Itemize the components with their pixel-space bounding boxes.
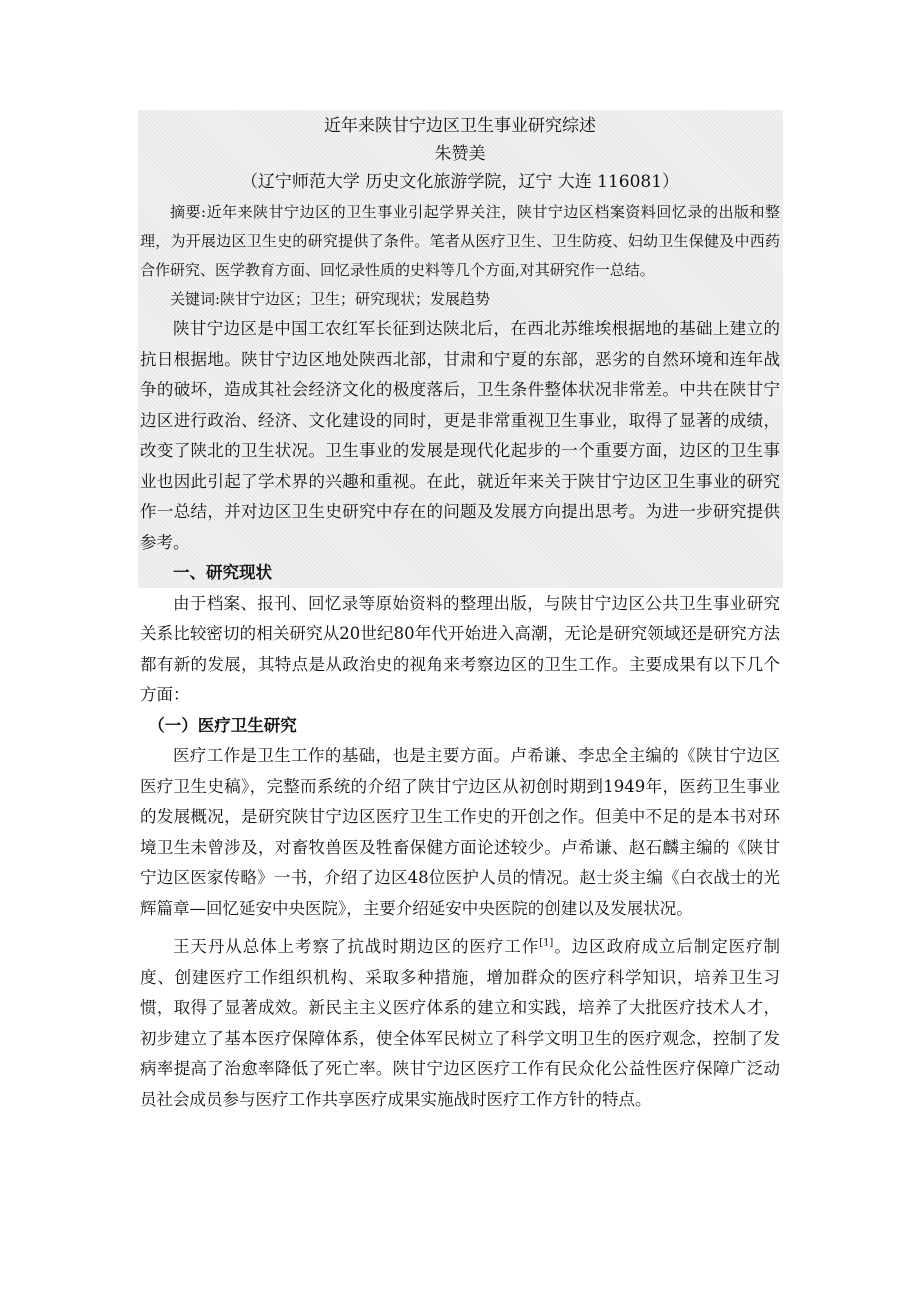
intro-paragraph: 陕甘宁边区是中国工农红军长征到达陕北后，在西北苏维埃根据地的基础上建立的抗日根据地。陕甘宁边区地处陕西北部，甘肃和宁夏的东部，恶劣的自然环境和连年战争的破坏，造成其社会经济文化的极度落后，卫生条件整体状况非常差。中共在陕甘宁边区进行政治、经济、文化建设的同时，更是非常重视卫生事业，取得了显著的成绩，改变了陕北的卫生状况。卫生事业的发展是现代化起步的一个重要方面，边区的卫生事业也因此引起了学术界的兴趣和重视。在此，就近年来关于陕甘宁边区卫生事业的研究作一总结，并对边区卫生史研究中存在的问题及发展方向提出思考。为进一步研究提供参考。	[140, 319, 780, 552]
author-affiliation: （辽宁师范大学 历史文化旅游学院，辽宁 大连 116081）	[240, 172, 680, 192]
paragraph-text: 。边区政府成立后制定医疗制度、创建医疗工作组织机构、采取多种措施，增加群众的医疗科学知识，培养卫生习惯，取得了显著成效。新民主主义医疗体系的建立和实践，培养了大批医疗技术人才，初步建立了基本医疗保障体系，使全体军民树立了科学文明卫生的医疗观念，控制了发病率提高了治愈率降低了死亡率。陕甘宁边区医疗工作有民众化公益性医疗保障广泛动员社会成员参与医疗工作共享医疗成果实施战时医疗工作方针的特点。	[140, 937, 781, 1109]
abstract: 摘要:近年来陕甘宁边区的卫生事业引起学界关注，陕甘宁边区档案资料回忆录的出版和整理，为开展边区卫生史的研究提供了条件。笔者从医疗卫生、卫生防疫、妇幼卫生保健及中西药合作研究、医学教育方面、回忆录性质的史料等几个方面,对其研究作一总结。	[140, 203, 780, 279]
author-name: 朱赞美	[434, 144, 486, 164]
medical-paragraph-1: 医疗工作是卫生工作的基础，也是主要方面。卢希谦、李忠全主编的《陕甘宁边区医疗卫生史稿》，完整而系统的介绍了陕甘宁边区从初创时期到1949年，医药卫生事业的发展概况，是研究陕甘宁边区医疗卫生工作史的开创之作。但美中不足的是本书对环境卫生未曾涉及，对畜牧兽医及牲畜保健方面论述较少。卢希谦、赵石麟主编的《陕甘宁边区医家传略》一书，介绍了边区48位医护人员的情况。赵士炎主编《白衣战士的光辉篇章—回忆延安中央医院》，主要介绍延安中央医院的创建以及发展状况。	[140, 746, 780, 918]
section-heading: 一、研究现状	[173, 563, 272, 582]
keywords: 关键词:陕甘宁边区；卫生；研究现状；发展趋势	[170, 290, 491, 308]
document-body	[140, 112, 780, 1115]
paper-title: 近年来陕甘宁边区卫生事业研究综述	[324, 116, 596, 136]
paragraph-text: 王天丹从总体上考察了抗战时期边区的医疗工作	[173, 937, 540, 956]
medical-paragraph-2	[140, 932, 780, 1115]
section-paragraph: 由于档案、报刊、回忆录等原始资料的整理出版，与陕甘宁边区公共卫生事业研究关系比较密切的相关研究从20世纪80年代开始进入高潮，无论是研究领域还是研究方法都有新的发展，其特点是从政治史的视角来考察边区的卫生工作。主要成果有以下几个方面：	[140, 593, 780, 704]
citation-ref[interactable]: [1]	[539, 937, 554, 949]
subsection-heading: （一）医疗卫生研究	[148, 715, 297, 735]
